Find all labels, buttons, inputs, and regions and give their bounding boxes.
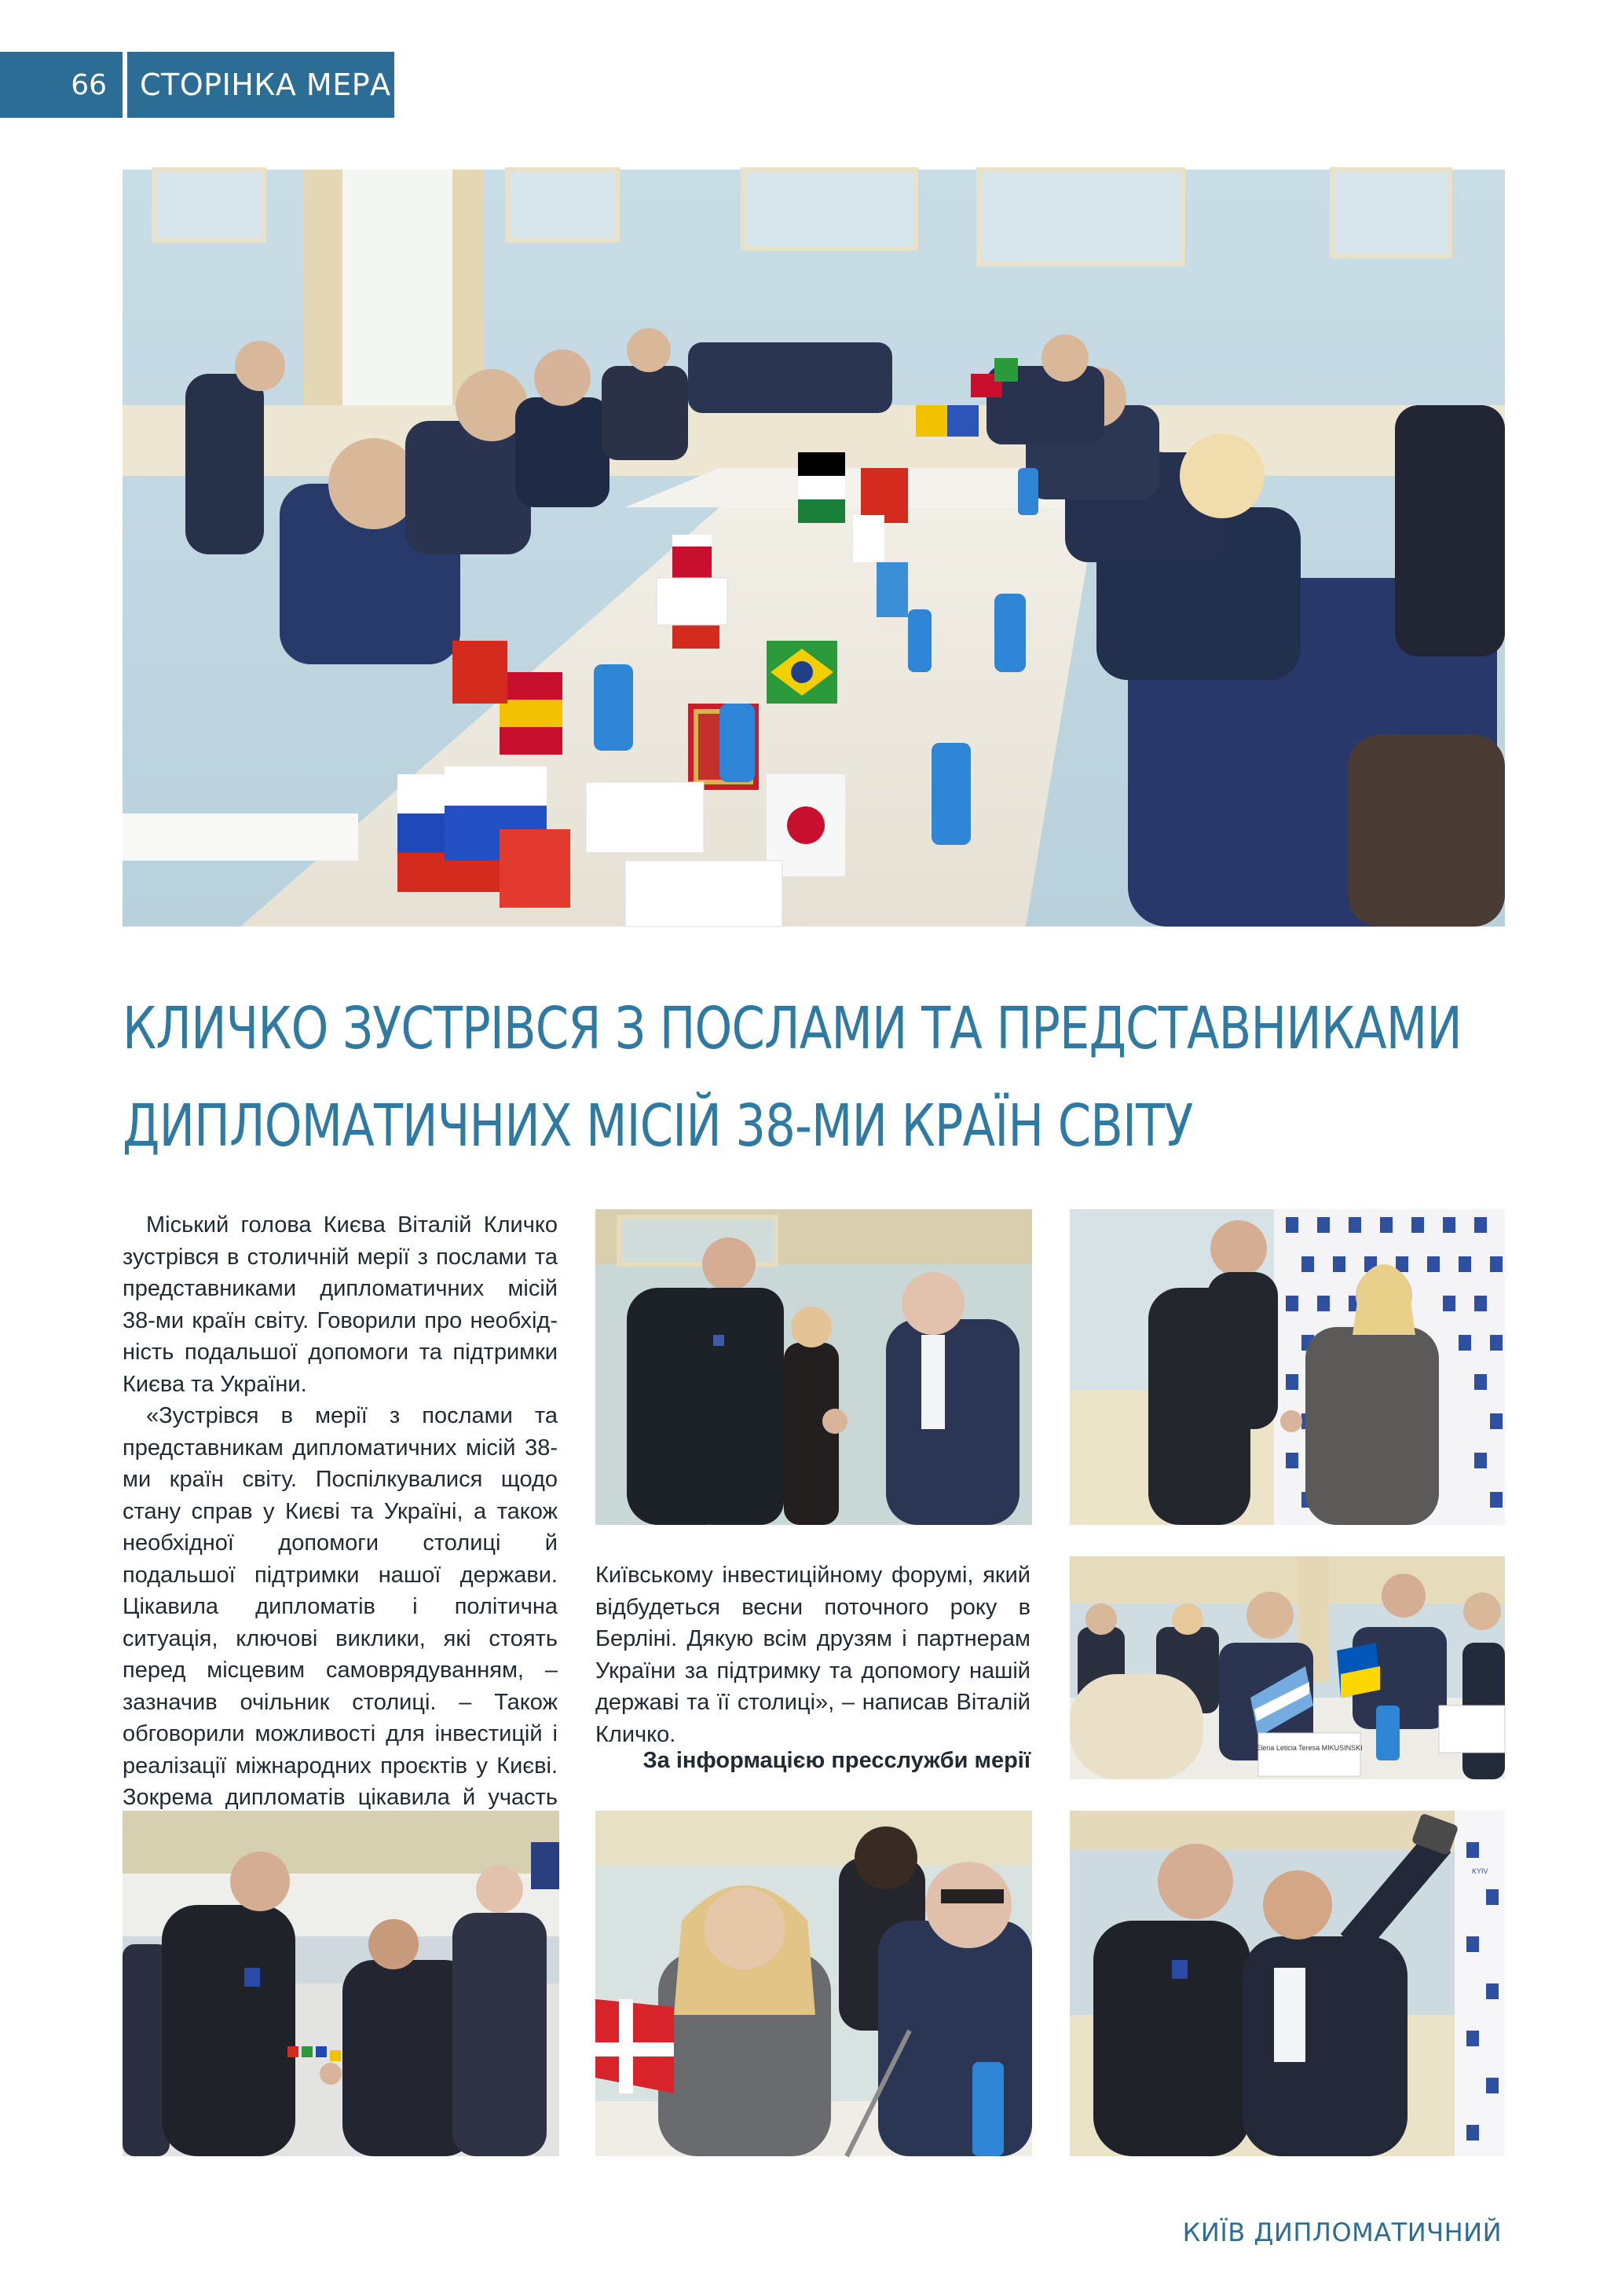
handshake-photo-2	[1070, 1209, 1505, 1525]
page-header	[0, 52, 394, 118]
article-paragraph-1: Міський голова Києва Віталій Кличко зустрівся в столичній мерії з послами та представниками дипломатичних місій 38-ми країн світу. Говорили про необхідність подальшої допомоги та підтримки Києва та України.	[123, 1212, 558, 1397]
nameplate-text: Elena Leticia Teresa MIKUSINSKI	[1256, 1744, 1363, 1752]
headline-line-2: ДИПЛОМАТИЧНИХ МІСІЙ 38-МИ КРАЇН СВІТУ	[123, 1092, 1193, 1160]
section-title: СТОРІНКА МЕРА	[127, 52, 394, 118]
ambassador-table-photo	[1070, 1556, 1505, 1779]
main-meeting-photo	[123, 170, 1505, 927]
article-column-2	[595, 1559, 1030, 1750]
page-number: 66	[0, 52, 123, 118]
press-credit: За інформацією пресслужби мерії	[642, 1748, 1030, 1773]
handshake-photo-3	[123, 1811, 559, 2156]
article-headline	[123, 980, 1507, 1175]
listening-photo	[595, 1811, 1032, 2156]
article-paragraph-2: «Зустрівся в мерії з послами та представникам дипломатичних місій 38-ми країн світу. Поспілкувалися щодо стану справ у Києві та Україні, а також необхідної допомоги столиці й подальшої підтримки нашої держави. Цікавила дипломатів і політична ситуація, ключові виклики, які стоять перед місцевим самоврядуванням, – зазначив очільник столиці. – Також обговорили можливості для інвестицій і реалізації міжнародних проєктів у Києві. Зокрема дипломатів цікавила й участь	[123, 1403, 558, 1810]
magazine-footer: КИЇВ ДИПЛОМАТИЧНИЙ	[1182, 2217, 1502, 2247]
headline-line-1: КЛИЧКО ЗУСТРІВСЯ З ПОСЛАМИ ТА ПРЕДСТАВНИКАМИ	[123, 995, 1462, 1062]
article-paragraph-3: Київському інвестиційному форумі, який відбудеться весни поточного року в Берліні. Дякую всім друзям і партнерам України за підтримку та допомогу нашій державі та її столиці», – написав Віталій Кличко.	[595, 1563, 1030, 1747]
handshake-photo-1	[595, 1209, 1032, 1525]
kyiv-logo-text: KYIV	[1472, 1867, 1488, 1875]
selfie-photo	[1070, 1811, 1505, 2156]
article-column-1	[123, 1209, 558, 1810]
